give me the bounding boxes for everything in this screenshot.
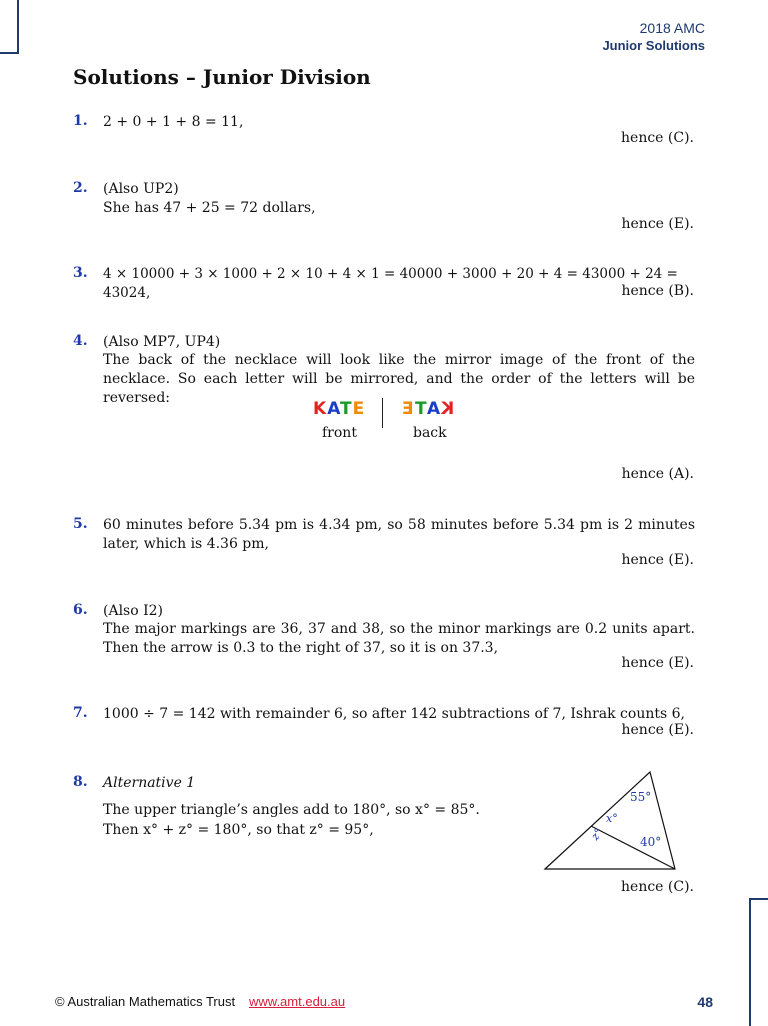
angle-40-label: 40° [640,835,662,849]
angle-z-label: z° [588,825,606,843]
necklace-front-word [313,399,365,419]
letter-a: A [327,399,341,419]
triangle-diagram [540,765,682,875]
q6-text: The major markings are 36, 37 and 38, so the minor markings are 0.2 units apart. Then the arrow is 0.3 to the right of 37, so it is on 37.3, [103,621,695,656]
q4-also: (Also MP7, UP4) [103,334,221,350]
q2-text: She has 47 + 25 = 72 dollars, [103,200,316,216]
necklace-back-word [401,399,455,419]
footer-link[interactable]: www.amt.edu.au [249,994,346,1009]
q1-text: 2 + 0 + 1 + 8 = 11, [103,114,244,130]
q7-answer: hence (E). [621,722,694,738]
question-number-2: 2. [73,180,88,196]
q2-answer: hence (E). [621,216,694,232]
angle-x-label: x° [606,812,618,825]
q8-alternative-label: Alternative 1 [103,775,196,791]
q8-answer: hence (C). [621,879,694,895]
q3-text: 4 × 10000 + 3 × 1000 + 2 × 10 + 4 × 1 = 40000 + 3000 + 20 + 4 = 43000 + 24 = 43024, [103,266,678,301]
angle-55-label: 55° [630,790,652,804]
header-competition: 2018 AMC [639,20,705,36]
letter-e: E [352,399,366,419]
page-number: 48 [697,994,713,1010]
q1-answer: hence (C). [621,130,694,146]
letter-e-mirrored: E [401,399,414,419]
q5-answer: hence (E). [621,552,694,568]
q2-also: (Also UP2) [103,181,179,197]
footer-copyright: © Australian Mathematics Trust [55,994,236,1009]
q5-text: 60 minutes before 5.34 pm is 4.34 pm, so 58 minutes before 5.34 pm is 2 minutes later, which is 4.36 pm, [103,517,695,552]
letter-k-mirrored: K [440,399,455,419]
q3-answer: hence (B). [621,283,694,299]
q7-text: 1000 ÷ 7 = 142 with remainder 6, so after 142 subtractions of 7, Ishrak counts 6, [103,706,685,722]
question-number-4: 4. [73,333,88,349]
mirror-line [382,398,383,428]
question-number-8: 8. [73,774,88,790]
q8-line-1: The upper triangle’s angles add to 180°, so x° = 85°. [103,802,480,818]
front-label: front [322,425,357,441]
letter-k: K [313,399,328,419]
q4-text: The back of the necklace will look like the mirror image of the front of the necklace. So each letter will be mirrored, and the order of the letters will be reversed: [103,352,695,406]
q6-answer: hence (E). [621,655,694,671]
page-title: Solutions – Junior Division [73,65,371,89]
q6-also: (Also I2) [103,603,164,619]
question-number-1: 1. [73,113,88,129]
question-number-6: 6. [73,602,88,618]
q4-answer: hence (A). [621,466,694,482]
back-label: back [413,425,447,441]
corner-mark-top-left [0,0,19,54]
question-number-7: 7. [73,705,88,721]
q8-line-2: Then x° + z° = 180°, so that z° = 95°, [103,822,374,838]
letter-a-mirrored: A [426,399,441,419]
question-number-5: 5. [73,516,88,532]
corner-mark-bottom-right [749,898,768,1026]
header-section: Junior Solutions [602,38,705,53]
letter-t-mirrored: T [413,399,427,419]
letter-t: T [340,399,353,419]
question-number-3: 3. [73,265,88,281]
